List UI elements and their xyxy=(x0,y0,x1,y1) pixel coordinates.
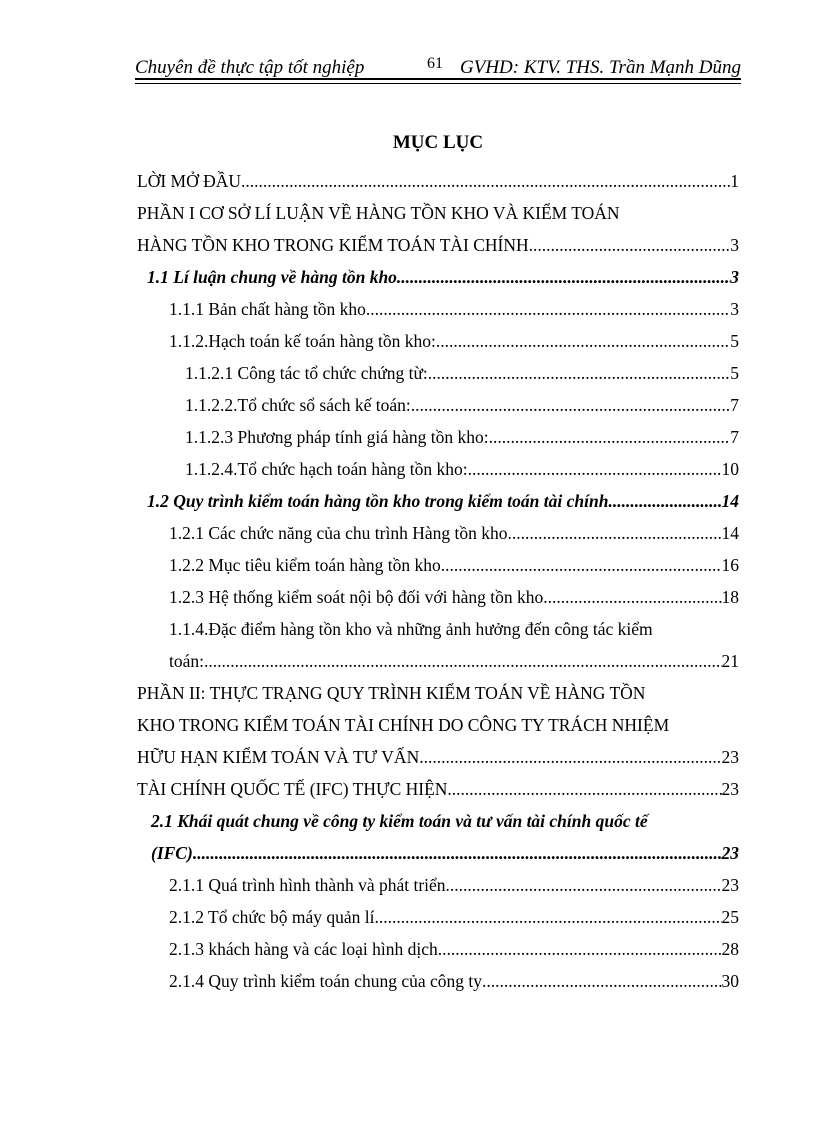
toc-entry[interactable] xyxy=(137,453,739,485)
toc-leader-dots xyxy=(438,933,722,965)
toc-entry-text: 1.2.1 Các chức năng của chu trình Hàng tồn kho. xyxy=(169,523,512,543)
toc-leader-dots xyxy=(446,869,722,901)
toc-entry-text: 1.2.3 Hệ thống kiểm soát nội bộ đối với hàng tồn kho xyxy=(169,587,544,607)
toc-leader-dots xyxy=(366,293,730,325)
table-of-contents xyxy=(137,165,739,997)
toc-entry[interactable] xyxy=(137,933,739,965)
toc-entry[interactable] xyxy=(137,869,739,901)
toc-entry[interactable] xyxy=(137,485,739,517)
toc-entry-page: 23 xyxy=(721,843,739,863)
header-document-title: Chuyên đề thực tập tốt nghiệp xyxy=(135,57,365,78)
toc-entry-text: LỜI MỞ ĐẦU xyxy=(137,171,242,191)
toc-leader-dots xyxy=(441,549,722,581)
toc-entry-text: PHẦN I CƠ SỞ LÍ LUẬN VỀ HÀNG TỒN KHO VÀ KIỂM TOÁN xyxy=(137,203,620,223)
toc-leader-dots xyxy=(529,229,731,261)
toc-entry-page: 16 xyxy=(721,555,739,575)
toc-entry[interactable] xyxy=(137,421,739,453)
toc-entry-text: TÀI CHÍNH QUỐC TẾ (IFC) THỰC HIỆN xyxy=(137,779,448,799)
toc-entry-text: (IFC) xyxy=(151,843,193,863)
toc-entry[interactable] xyxy=(137,773,739,805)
toc-entry-text: 1.1.2.Hạch toán kế toán hàng tồn kho: xyxy=(169,331,436,351)
toc-leader-dots xyxy=(512,517,722,549)
toc-entry-page: 3 xyxy=(730,235,739,255)
toc-entry-text: HÀNG TỒN KHO TRONG KIỂM TOÁN TÀI CHÍNH xyxy=(137,235,529,255)
toc-entry-text: 2.1.2 Tổ chức bộ máy quản lí xyxy=(169,907,375,927)
toc-entry[interactable] xyxy=(137,709,739,741)
toc-entry[interactable] xyxy=(137,261,739,293)
toc-entry[interactable] xyxy=(137,517,739,549)
toc-entry-text: 1.1.2.4.Tổ chức hạch toán hàng tồn kho: xyxy=(185,459,468,479)
toc-entry-text: HỮU HẠN KIỂM TOÁN VÀ TƯ VẤN xyxy=(137,747,420,767)
toc-leader-dots xyxy=(489,421,731,453)
toc-leader-dots xyxy=(436,325,730,357)
toc-leader-dots xyxy=(419,741,721,773)
toc-entry-text: 1.1.2.1 Công tác tổ chức chứng từ: xyxy=(185,363,428,383)
toc-entry-page: 3 xyxy=(730,299,739,319)
toc-entry[interactable] xyxy=(137,325,739,357)
toc-entry-page: 5 xyxy=(730,363,739,383)
toc-leader-dots xyxy=(608,485,721,517)
header-rule-thick xyxy=(135,78,741,80)
toc-entry[interactable] xyxy=(137,581,739,613)
toc-entry-page: 30 xyxy=(721,971,739,991)
toc-entry-text: 1.1.1 Bản chất hàng tồn kho xyxy=(169,299,366,319)
toc-entry-page: 7 xyxy=(730,395,739,415)
toc-entry-page: 23 xyxy=(721,875,739,895)
toc-entry[interactable] xyxy=(137,837,739,869)
header-rule-thin xyxy=(135,83,741,84)
toc-entry-text: 1.1.2.2.Tổ chức sổ sách kế toán: xyxy=(185,395,411,415)
toc-entry[interactable] xyxy=(137,613,739,645)
toc-leader-dots xyxy=(241,165,730,197)
toc-entry-page: 23 xyxy=(721,779,739,799)
toc-leader-dots xyxy=(411,389,731,421)
toc-entry[interactable] xyxy=(137,805,739,837)
toc-entry-text: 2.1.4 Quy trình kiểm toán chung của công ty xyxy=(169,971,482,991)
toc-entry-text: 1.1.4.Đặc điểm hàng tồn kho và những ảnh hưởng đến công tác kiểm xyxy=(169,619,653,639)
toc-entry-page: 7 xyxy=(730,427,739,447)
toc-entry-text: 1.2.2 Mục tiêu kiểm toán hàng tồn kho xyxy=(169,555,441,575)
page-title: MỤC LỤC xyxy=(392,132,484,153)
toc-leader-dots xyxy=(193,837,722,869)
toc-entry[interactable] xyxy=(137,197,739,229)
toc-entry[interactable] xyxy=(137,293,739,325)
toc-entry[interactable] xyxy=(137,901,739,933)
toc-leader-dots xyxy=(375,901,722,933)
toc-entry[interactable] xyxy=(137,357,739,389)
header-page-number: 61 xyxy=(427,55,443,72)
header-supervisor: GVHD: KTV. THS. Trần Mạnh Dũng xyxy=(460,57,741,78)
toc-entry-text: 2.1.3 khách hàng và các loại hình dịch xyxy=(169,939,438,959)
toc-entry-page: 23 xyxy=(721,747,739,767)
toc-entry-page: 14 xyxy=(721,523,739,543)
toc-leader-dots xyxy=(447,773,721,805)
toc-entry-page: 21 xyxy=(721,651,739,671)
toc-entry[interactable] xyxy=(137,549,739,581)
toc-entry[interactable] xyxy=(137,389,739,421)
toc-leader-dots xyxy=(482,965,722,997)
toc-entry-page: 3 xyxy=(730,267,739,287)
toc-leader-dots xyxy=(428,357,730,389)
toc-leader-dots xyxy=(204,645,722,677)
page-header xyxy=(135,52,741,80)
toc-entry-page: 1 xyxy=(730,171,739,191)
toc-entry-text: PHẦN II: THỰC TRẠNG QUY TRÌNH KIỂM TOÁN VỀ HÀNG TỒN xyxy=(137,683,646,703)
toc-entry-page: 10 xyxy=(721,459,739,479)
toc-entry[interactable] xyxy=(137,965,739,997)
toc-entry-text: 1.2 Quy trình kiểm toán hàng tồn kho trong kiểm toán tài chính xyxy=(147,491,609,511)
toc-entry[interactable] xyxy=(137,741,739,773)
toc-entry[interactable] xyxy=(137,645,739,677)
toc-entry[interactable] xyxy=(137,229,739,261)
toc-entry-page: 18 xyxy=(721,587,739,607)
toc-entry-page: 14 xyxy=(721,491,739,511)
toc-leader-dots xyxy=(468,453,722,485)
toc-entry-page: 5 xyxy=(730,331,739,351)
toc-entry-text: 1.1.2.3 Phương pháp tính giá hàng tồn kho: xyxy=(185,427,489,447)
toc-entry-page: 28 xyxy=(721,939,739,959)
toc-entry-page: 25 xyxy=(721,907,739,927)
toc-leader-dots xyxy=(397,261,730,293)
toc-entry-text: toán: xyxy=(169,651,204,671)
toc-entry-text: 2.1.1 Quá trình hình thành và phát triển xyxy=(169,875,446,895)
toc-entry[interactable] xyxy=(137,677,739,709)
toc-entry-text: 1.1 Lí luận chung về hàng tồn kho xyxy=(147,267,397,287)
toc-entry[interactable] xyxy=(137,165,739,197)
toc-entry-text: KHO TRONG KIỂM TOÁN TÀI CHÍNH DO CÔNG TY TRÁCH NHIỆM xyxy=(137,715,670,735)
toc-leader-dots xyxy=(543,581,721,613)
toc-entry-text: 2.1 Khái quát chung về công ty kiểm toán và tư vấn tài chính quốc tế xyxy=(151,811,648,831)
